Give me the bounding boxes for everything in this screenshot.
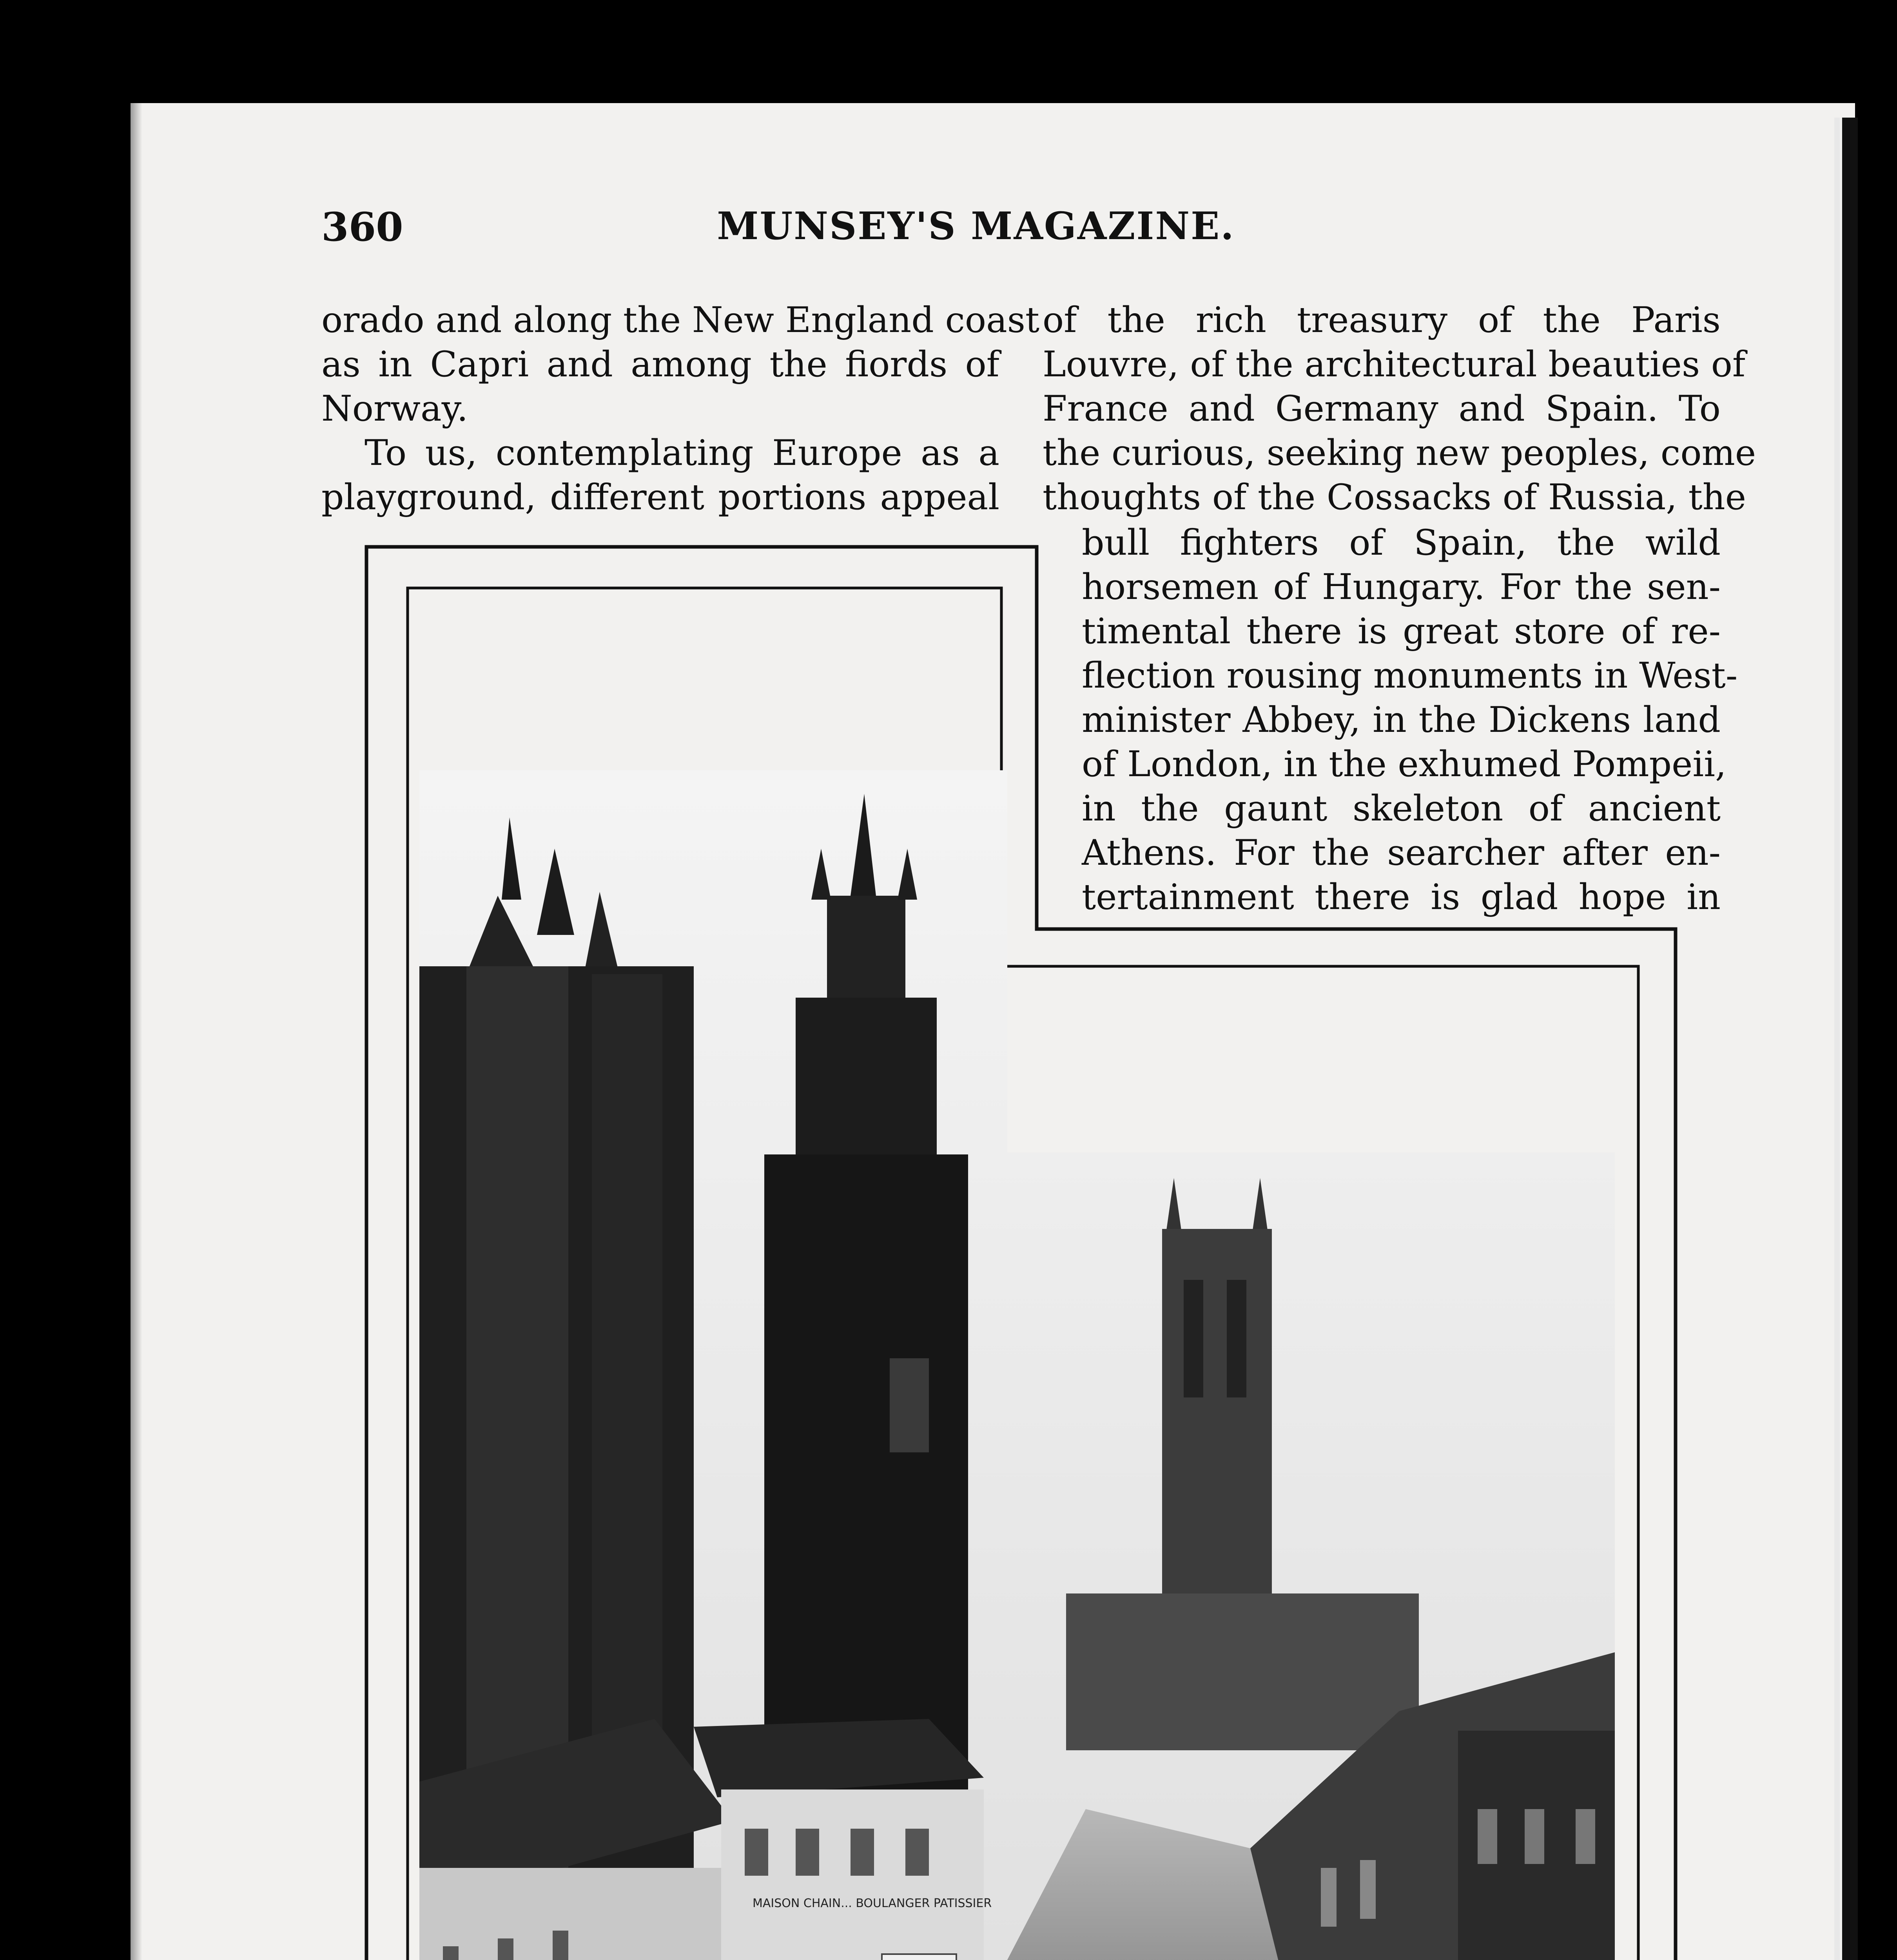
text-line: Athens. For the searcher after en-: [1082, 832, 1721, 873]
text-line: thoughts of the Cossacks of Russia, the: [1043, 477, 1746, 518]
text-line: France and Germany and Spain. To: [1043, 388, 1721, 429]
text-line: tertainment there is glad hope in: [1082, 877, 1721, 918]
text-line: playground, different portions appeal: [321, 477, 999, 518]
left-church-towers: [419, 817, 694, 1868]
text-line: timental there is great store of re-: [1082, 611, 1721, 652]
text-line: the curious, seeking new peoples, come: [1043, 432, 1756, 474]
page-edge-dark: [1842, 118, 1858, 1960]
shop-signage: MAISON CHAIN... BOULANGER PATISSIER: [753, 1896, 992, 1910]
text-line: horsemen of Hungary. For the sen-: [1082, 566, 1721, 608]
ghent-photograph: [419, 770, 1615, 1960]
text-line: of the rich treasury of the Paris: [1043, 299, 1721, 341]
text-line: of London, in the exhumed Pompeii,: [1082, 744, 1727, 785]
text-line: To us, contemplating Europe as a: [365, 432, 999, 474]
text-line: in the gaunt skeleton of ancient: [1082, 788, 1721, 829]
text-column-left-top: [321, 298, 1040, 519]
text-line: bull fighters of Spain, the wild: [1082, 522, 1721, 563]
running-head: [321, 204, 1630, 255]
text-line: flection rousing monuments in West-: [1082, 655, 1738, 696]
magazine-title: MUNSEY'S MAGAZINE.: [717, 204, 1235, 248]
text-line: orado and along the New England coast: [321, 299, 1040, 341]
text-line: minister Abbey, in the Dickens land: [1082, 699, 1721, 740]
text-line: as in Capri and among the fiords of: [321, 344, 999, 385]
page-number: 360: [321, 204, 403, 250]
text-column-right-top: [1043, 298, 1756, 519]
text-line: Louvre, of the architectural beauties of: [1043, 344, 1746, 385]
page-edge-light: [1834, 118, 1840, 1960]
text-line: Norway.: [321, 388, 468, 429]
page-gutter-shadow: [131, 103, 142, 1960]
